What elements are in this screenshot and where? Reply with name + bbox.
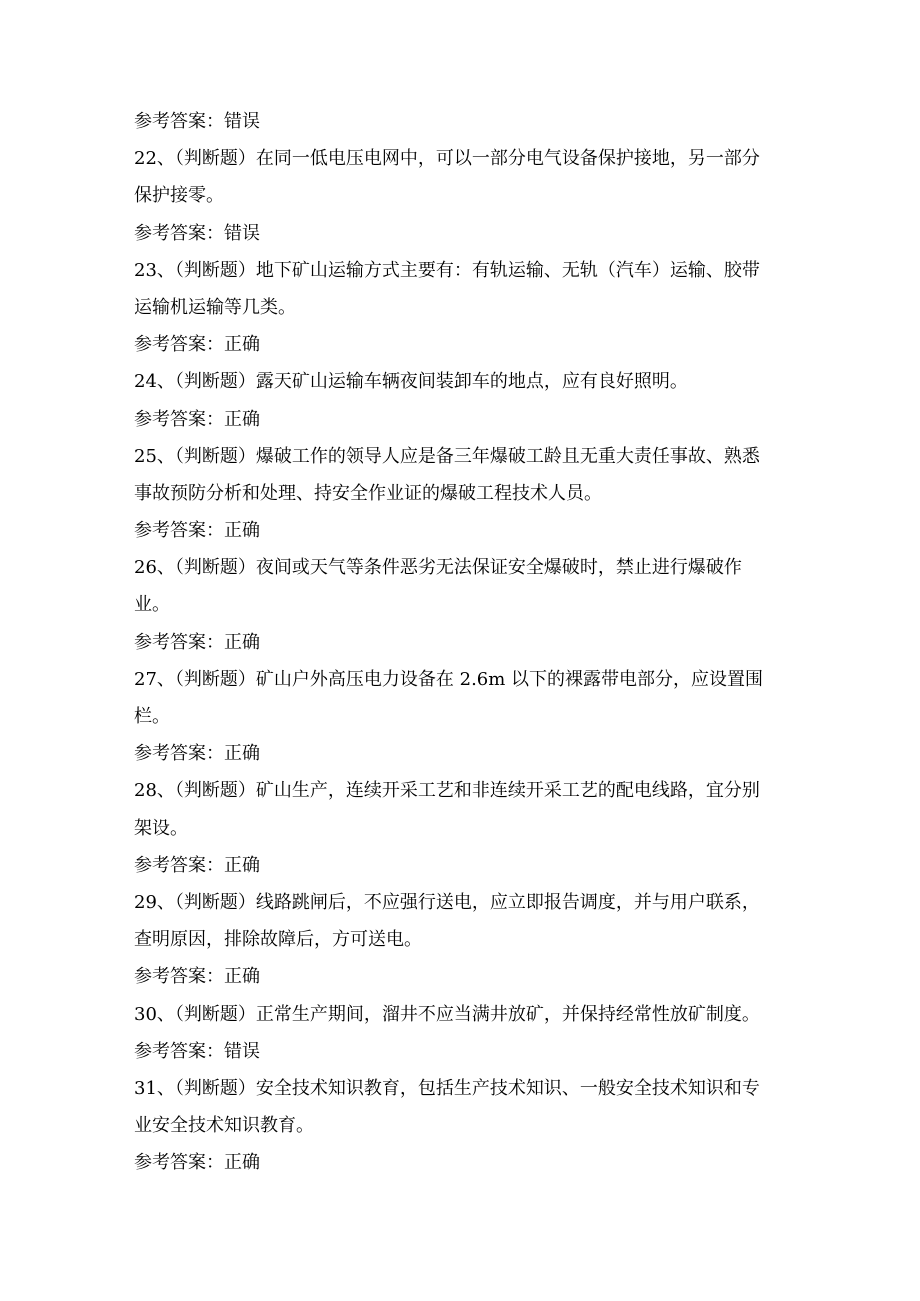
question-text-line: 23、（判断题）地下矿山运输方式主要有：有轨运输、无轨（汽车）运输、胶带 [134,259,760,281]
question-text-line: 架设。 [134,817,188,839]
reference-answer: 参考答案：正确 [134,408,260,430]
answer-21: 参考答案：错误 [134,111,260,132]
question-item [134,661,786,773]
question-text-line: 29、（判断题）线路跳闸后，不应强行送电，应立即报告调度，并与用户联系， [134,891,760,913]
question-text-line: 22、（判断题）在同一低电压电网中，可以一部分电气设备保护接地，另一部分 [134,148,760,170]
reference-answer: 参考答案：正确 [134,966,260,988]
reference-answer: 参考答案：错误 [134,1040,260,1062]
question-text-line: 查明原因，排除故障后，方可送电。 [134,929,422,951]
reference-answer: 参考答案：错误 [134,222,260,244]
questions-container [134,140,786,1181]
question-text-line: 业安全技术知识教育。 [134,1115,314,1137]
question-text-line: 栏。 [134,706,170,727]
question-item [134,996,786,1070]
question-text-line: 30、（判断题）正常生产期间，溜井不应当满井放矿，并保持经常性放矿制度。 [134,1003,760,1025]
question-item [134,1070,786,1182]
question-item [134,438,786,550]
question-text-line: 24、（判断题）露天矿山运输车辆夜间装卸车的地点，应有良好照明。 [134,371,688,393]
question-text-line: 26、（判断题）夜间或天气等条件恶劣无法保证安全爆破时，禁止进行爆破作 [134,557,742,579]
question-text-line: 25、（判断题）爆破工作的领导人应是备三年爆破工龄且无重大责任事故、熟悉 [134,445,760,467]
question-item [134,549,786,661]
question-text-line: 28、（判断题）矿山生产，连续开采工艺和非连续开采工艺的配电线路，宜分别 [134,780,760,802]
question-text-line: 运输机运输等几类。 [134,296,296,318]
question-item [134,140,786,252]
question-item [134,252,786,364]
question-text-line: 事故预防分析和处理、持安全作业证的爆破工程技术人员。 [134,482,602,504]
question-text-line: 27、（判断题）矿山户外高压电力设备在 2.6m 以下的裸露带电部分，应设置围 [134,668,764,690]
reference-answer: 参考答案：正确 [134,743,260,765]
question-list [134,103,786,1181]
reference-answer: 参考答案：正确 [134,1152,260,1174]
reference-answer: 参考答案：正确 [134,520,260,542]
question-text-line: 31、（判断题）安全技术知识教育，包括生产技术知识、一般安全技术知识和专 [134,1077,760,1099]
question-text-line: 业。 [134,594,170,616]
reference-answer: 参考答案：正确 [134,631,260,653]
question-text-line: 保护接零。 [134,185,224,207]
question-item [134,884,786,996]
reference-answer: 参考答案：正确 [134,854,260,876]
question-item [134,772,786,884]
reference-answer: 参考答案：正确 [134,334,260,356]
question-item [134,363,786,437]
